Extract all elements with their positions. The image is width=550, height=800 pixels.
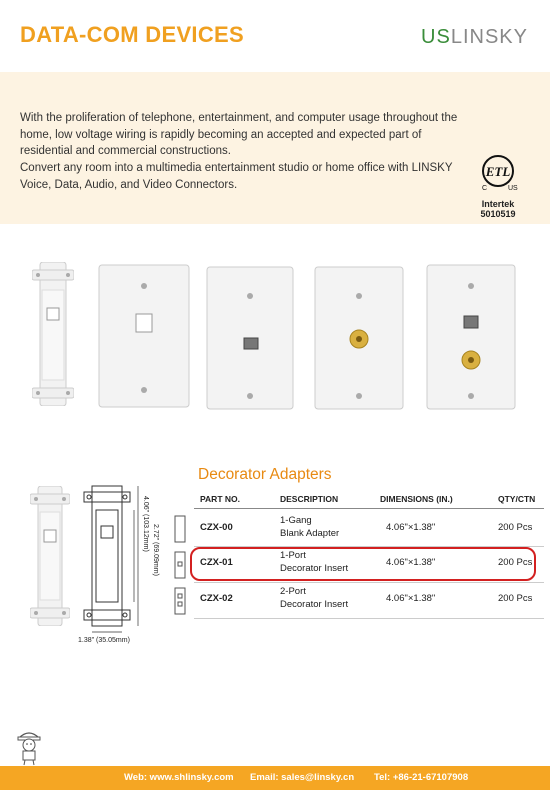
footer-web: Web: www.shlinsky.com bbox=[124, 772, 234, 783]
row-desc-line1: 1-Port bbox=[280, 550, 306, 561]
row-dims: 4.06"×1.38" bbox=[386, 522, 436, 533]
etl-c-mark: C bbox=[482, 185, 488, 192]
product-photos bbox=[0, 250, 550, 420]
row-desc-line1: 1-Gang bbox=[280, 515, 312, 526]
coax-plate-image bbox=[314, 266, 404, 410]
page-title: DATA-COM DEVICES bbox=[20, 22, 244, 47]
row-divider bbox=[194, 618, 544, 619]
contact-footer bbox=[0, 766, 550, 790]
row-desc-line2: Decorator Insert bbox=[280, 599, 349, 610]
col-header-part: PART NO. bbox=[200, 494, 240, 504]
intro-panel bbox=[0, 72, 550, 224]
decorator-adapter-image bbox=[32, 262, 74, 406]
cert-name: Intertek bbox=[481, 199, 515, 209]
col-header-dimensions: DIMENSIONS (IN.) bbox=[380, 494, 453, 504]
adapter-photo-image bbox=[30, 486, 70, 626]
cert-number: 5010519 bbox=[480, 209, 516, 219]
mascot-icon bbox=[14, 726, 44, 766]
etl-certification bbox=[468, 152, 528, 219]
footer-email: Email: sales@linsky.cn bbox=[250, 772, 355, 783]
phone-coax-plate-image bbox=[426, 264, 516, 410]
row-desc-line1: 2-Port bbox=[280, 586, 306, 597]
row-part: CZX-00 bbox=[200, 522, 233, 533]
table-row-highlighted bbox=[194, 547, 544, 581]
intro-paragraph-1: With the proliferation of telephone, entertainment, and computer usage throughout the home, low voltage wiring is rapidly becoming an accepted and expected part of residential and commercial constructions. bbox=[20, 112, 458, 157]
row-icons bbox=[172, 512, 188, 616]
brand-us: US bbox=[421, 26, 451, 48]
table-row bbox=[194, 585, 544, 619]
row-qty: 200 Pcs bbox=[498, 557, 533, 568]
height-dimension-label: 4.06" (103.12mm) bbox=[142, 496, 149, 552]
brand-logo bbox=[421, 26, 528, 49]
header-divider bbox=[194, 508, 544, 509]
inner-dimension-label: 2.72" (69.09mm) bbox=[152, 524, 159, 576]
etl-us-mark: US bbox=[508, 185, 518, 192]
width-dimension-label: 1.38" (35.05mm) bbox=[78, 637, 130, 644]
row-desc-line2: Blank Adapter bbox=[280, 528, 340, 539]
intro-paragraph-2: Convert any room into a multimedia entertainment studio or home office with LINSKY Voice, Data, Audio, and Video Connectors. bbox=[20, 162, 453, 191]
row-part: CZX-01 bbox=[200, 557, 233, 568]
row-qty: 200 Pcs bbox=[498, 522, 533, 533]
dimension-drawing bbox=[78, 484, 184, 644]
etl-logo-text: ETL bbox=[485, 164, 511, 179]
row-dims: 4.06"×1.38" bbox=[386, 593, 436, 604]
row-desc-line2: Decorator Insert bbox=[280, 563, 349, 574]
row-dims: 4.06"×1.38" bbox=[386, 557, 436, 568]
brand-name: LINSKY bbox=[450, 26, 528, 48]
highlight-outline bbox=[190, 547, 536, 581]
footer-tel: Tel: +86-21-67107908 bbox=[374, 772, 469, 783]
etl-listed-icon bbox=[477, 152, 519, 194]
phone-jack-plate-image bbox=[206, 266, 294, 410]
page-header bbox=[0, 0, 550, 72]
keystone-wall-plate-image bbox=[98, 264, 190, 408]
row-part: CZX-02 bbox=[200, 593, 233, 604]
section-title: Decorator Adapters bbox=[198, 466, 332, 483]
row-divider bbox=[194, 582, 544, 583]
row-qty: 200 Pcs bbox=[498, 593, 533, 604]
col-header-qty: QTY/CTN bbox=[498, 494, 536, 504]
col-header-description: DESCRIPTION bbox=[280, 494, 339, 504]
table-row bbox=[194, 514, 544, 548]
